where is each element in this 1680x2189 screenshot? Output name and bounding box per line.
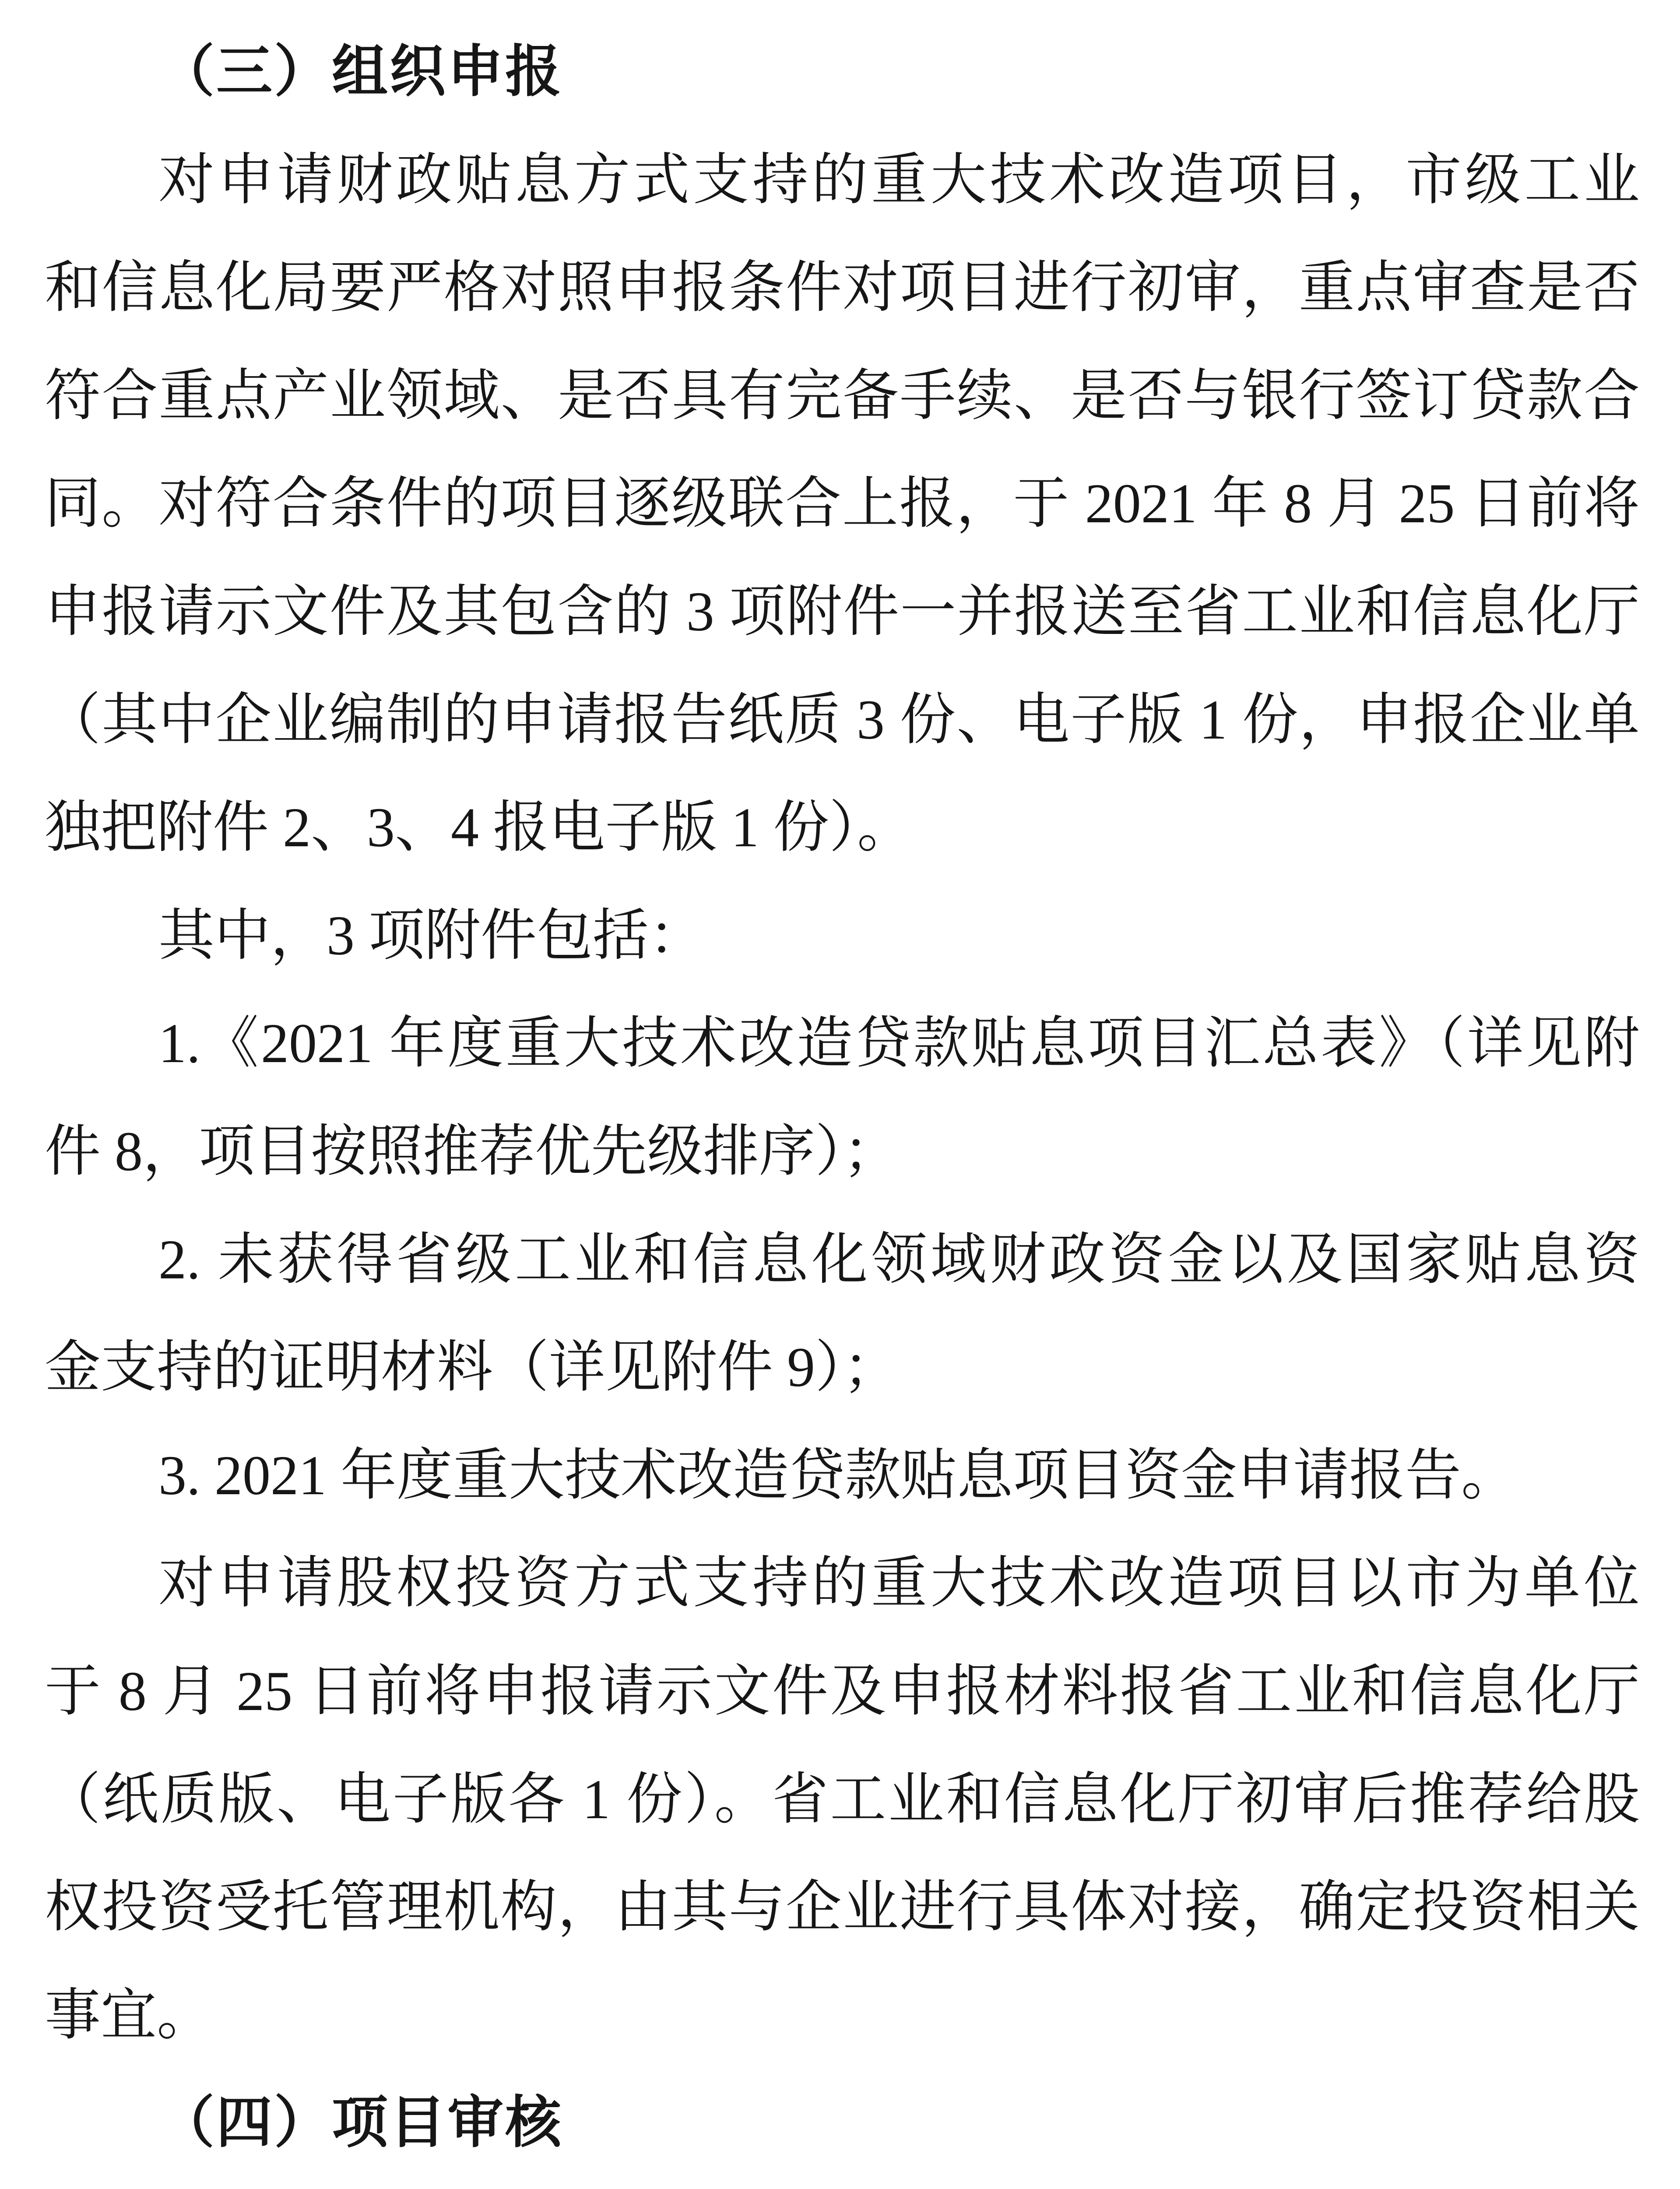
- list-item: [45, 1422, 1640, 1530]
- paragraph-line: 件 8，项目按照推荐优先级排序）；: [45, 1120, 900, 1182]
- paragraph-line: （其中企业编制的申请报告纸质 3 份、电子版 1 份，申报企业单: [45, 688, 1640, 751]
- section-project-review: [45, 2069, 1640, 2189]
- list-item: [45, 989, 1640, 1205]
- paragraph-line: 3. 2021 年度重大技术改造贷款贴息项目资金申请报告。: [158, 1444, 1518, 1506]
- paragraph-line: 对申请财政贴息方式支持的重大技术改造项目，市级工业: [158, 148, 1640, 211]
- paragraph-line: 于 8 月 25 日前将申报请示文件及申报材料报省工业和信息化厅: [45, 1660, 1640, 1722]
- paragraph-line: 2. 未获得省级工业和信息化领域财政资金以及国家贴息资: [158, 1228, 1640, 1291]
- paragraph-line: 1.《2021 年度重大技术改造贷款贴息项目汇总表》（详见附: [158, 1012, 1640, 1075]
- paragraph-line: 金支持的证明材料（详见附件 9）；: [45, 1336, 900, 1399]
- paragraph: [45, 882, 1640, 990]
- paragraph-line: 对申请股权投资方式支持的重大技术改造项目以市为单位: [158, 1552, 1640, 1615]
- paragraph: [45, 126, 1640, 882]
- section-heading: （三）组织申报: [158, 41, 563, 103]
- paragraph-line: 其中，3 项附件包括：: [158, 904, 705, 967]
- document-body: [45, 18, 1640, 2189]
- paragraph-line: （纸质版、电子版各 1 份）。省工业和信息化厅初审后推荐给股: [45, 1768, 1640, 1830]
- paragraph-line: 和信息化局要严格对照申报条件对项目进行初审，重点审查是否: [45, 257, 1640, 319]
- section-heading: （四）项目审核: [158, 2092, 563, 2154]
- list-item: [45, 1206, 1640, 1422]
- paragraph-line: [45, 2177, 1640, 2189]
- section-organize-application: [45, 18, 1640, 2069]
- paragraph-line: 符合重点产业领域、是否具有完备手续、是否与银行签订贷款合: [45, 364, 1640, 427]
- paragraph-line: 同。对符合条件的项目逐级联合上报，于 2021 年 8 月 25 日前将: [45, 472, 1640, 535]
- paragraph: [45, 2177, 1640, 2189]
- paragraph-line: 申报请示文件及其包含的 3 项附件一并报送至省工业和信息化厅: [45, 580, 1640, 643]
- paragraph-line: 权投资受托管理机构，由其与企业进行具体对接，确定投资相关: [45, 1876, 1640, 1939]
- paragraph-line: 事宜。: [45, 1984, 213, 2046]
- paragraph-line: 独把附件 2、3、4 报电子版 1 份）。: [45, 796, 913, 859]
- paragraph: [45, 1529, 1640, 2069]
